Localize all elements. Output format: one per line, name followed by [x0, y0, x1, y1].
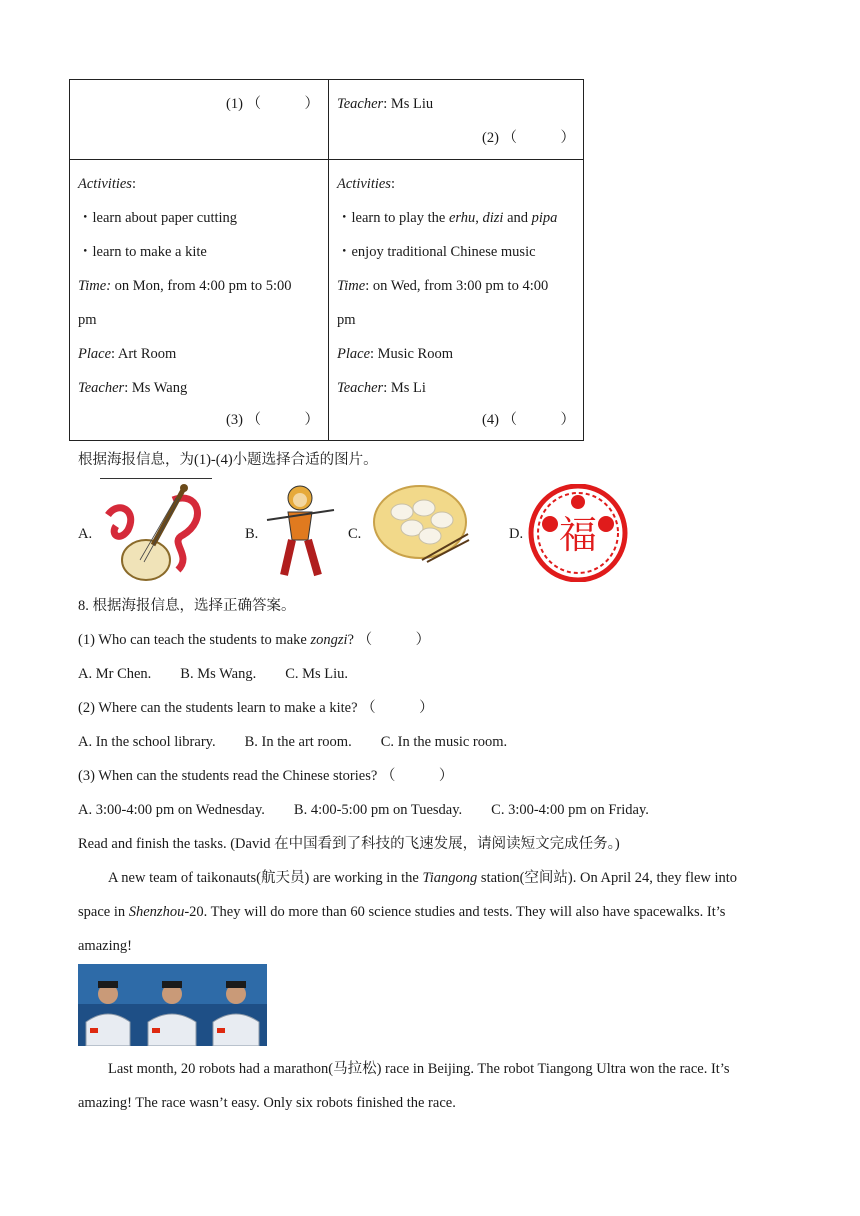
cell3-item-1: ・learn about paper cutting: [78, 210, 238, 226]
cell4-activities-heading: Activities:: [337, 176, 395, 192]
paper-cutting-image: [528, 484, 628, 582]
dumplings-image: [372, 482, 470, 564]
pipa-image: [98, 480, 213, 585]
cell2-answer: [482, 129, 575, 147]
reading-p1-line-1: A new team of taikonauts(航天员) are working in the Tiangong station(空间站). On April 24, they flew into: [108, 870, 738, 886]
cell4-teacher: Teacher: Ms Li: [337, 380, 426, 396]
answer-label: (3): [226, 412, 243, 428]
reading-p1-line-3: amazing!: [78, 938, 132, 954]
fu-character: 福: [558, 513, 598, 557]
flag-patch-3: [217, 1028, 225, 1033]
cell3-place: Place: Art Room: [78, 346, 177, 362]
cell3-item-2: ・learn to make a kite: [78, 244, 207, 260]
cell4-time-cont: pm: [337, 312, 356, 328]
flag-patch-2: [152, 1028, 160, 1033]
cell2-teacher: Teacher: Ms Liu: [337, 96, 434, 112]
option-c-label: C.: [348, 526, 362, 542]
cell4-time: Time: on Wed, from 3:00 pm to 4:00: [337, 278, 549, 294]
cell4-item-2: ・enjoy traditional Chinese music: [337, 244, 536, 260]
answer-blank[interactable]: （ ）: [246, 96, 320, 112]
q8-question-2: (2) Where can the students learn to make a kite? （ ）: [78, 700, 434, 716]
reading-p1-line-2: space in Shenzhou-20. They will do more than 60 science studies and tests. They will also have spacewalks. It’s: [78, 904, 726, 920]
dumpling-1: [391, 504, 413, 520]
cell4-place: Place: Music Room: [337, 346, 453, 362]
monkey-face: [293, 493, 307, 507]
reading-p2-line-2: amazing! The race wasn’t easy. Only six robots finished the race.: [78, 1095, 456, 1111]
ribbon-right: [173, 498, 197, 570]
cell3-teacher: Teacher: Ms Wang: [78, 380, 188, 396]
answer-blank[interactable]: （ ）: [502, 130, 576, 146]
flower-right: [598, 516, 614, 532]
pipa-head: [180, 484, 188, 492]
dumpling-3: [431, 512, 453, 528]
q8-question-1-options: A. Mr Chen. B. Ms Wang. C. Ms Liu.: [78, 666, 349, 682]
cell3-time-cont: pm: [78, 312, 97, 328]
table-divider-horizontal: [70, 159, 583, 160]
picture-instruction: 根据海报信息，为(1)-(4)小题选择合适的图片。: [78, 452, 378, 468]
answer-blank[interactable]: （ ）: [246, 412, 320, 428]
answer-label: (1): [226, 96, 243, 112]
flower-top: [571, 495, 585, 509]
cell4-answer: [482, 411, 575, 429]
cell1-answer: [226, 95, 319, 113]
dumpling-5: [419, 528, 441, 544]
cell3-time: Time: on Mon, from 4:00 pm to 5:00: [78, 278, 292, 294]
flag-patch-1: [90, 1028, 98, 1033]
monkey-legs: [284, 540, 318, 575]
table-divider-vertical: [328, 80, 329, 440]
cell3-answer: [226, 411, 319, 429]
cell3-activities-heading: Activities:: [78, 176, 136, 192]
reading-heading: Read and finish the tasks. (David 在中国看到了科技的飞速发展，请阅读短文完成任务。): [78, 836, 620, 852]
q8-question-3: (3) When can the students read the Chinese stories? （ ）: [78, 768, 454, 784]
ribbon-left: [108, 508, 131, 537]
taikonauts-photo: [78, 964, 267, 1046]
monkey-king-image: [262, 480, 342, 585]
answer-label: (2): [482, 130, 499, 146]
flower-left: [542, 516, 558, 532]
reading-p2-line-1: Last month, 20 robots had a marathon(马拉松) race in Beijing. The robot Tiangong Ultra won the race. It’s: [108, 1061, 730, 1077]
poster-table: [69, 79, 584, 441]
cell4-item-1: ・learn to play the erhu, dizi and pipa: [337, 210, 558, 226]
option-b-label: B.: [245, 526, 259, 542]
pipa-body: [122, 540, 170, 580]
answer-label: (4): [482, 412, 499, 428]
q8-title: 8. 根据海报信息，选择正确答案。: [78, 598, 296, 614]
dumpling-2: [413, 500, 435, 516]
q8-question-1: (1) Who can teach the students to make zongzi? （ ）: [78, 632, 431, 648]
option-d-label: D.: [509, 526, 524, 542]
q8-question-3-options: A. 3:00-4:00 pm on Wednesday. B. 4:00-5:00 pm on Tuesday. C. 3:00-4:00 pm on Friday.: [78, 802, 649, 818]
option-a-label: A.: [78, 526, 93, 542]
answer-blank[interactable]: （ ）: [502, 412, 576, 428]
q8-question-2-options: A. In the school library. B. In the art room. C. In the music room.: [78, 734, 508, 750]
underline-rule: [100, 478, 212, 479]
